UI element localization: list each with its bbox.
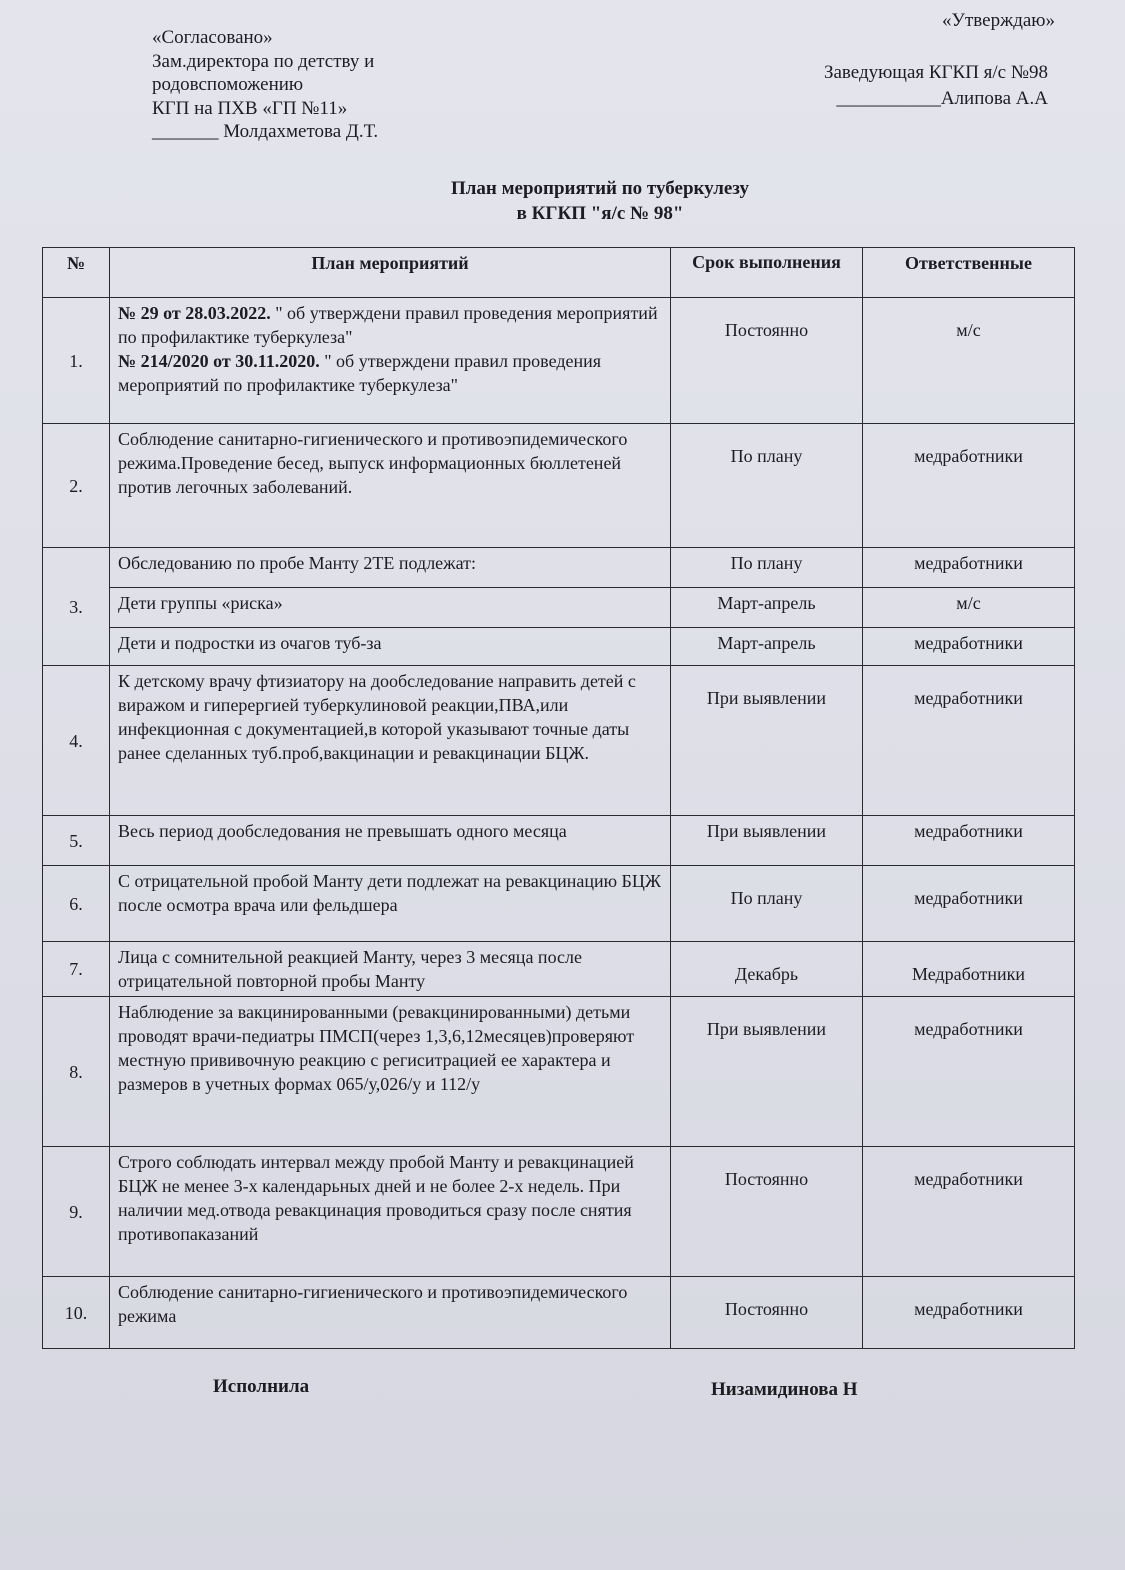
row-plan: С отрицательной пробой Манту дети подлежат на ревакцинацию БЦЖ после осмотра врача или фельдшера (110, 866, 671, 942)
row-number: 4. (43, 666, 110, 816)
row-number: 3. (43, 548, 110, 666)
row-term: Март-апрель (671, 628, 863, 666)
row-term: По плану (671, 866, 863, 942)
row-plan: Строго соблюдать интервал между пробой Манту и ревакцинацией БЦЖ не менее 3-х календарьных дней и не более 2-х недель. При наличии мед.отвода ревакцинация проводиться сразу после снятия противопаказаний (110, 1147, 671, 1277)
row-plan: К детскому врачу фтизиатору на дообследование направить детей с виражом и гиперергией туберкулиновой реакции,ПВА,или инфекционная с документацией,в которой указывают точные даты ранее сделанных туб.проб,вакцинации и ревакцинации БЦЖ. (110, 666, 671, 816)
row-term: По плану (671, 548, 863, 588)
row-number: 6. (43, 866, 110, 942)
row-responsible: медработники (863, 666, 1075, 816)
row-term: Постоянно (671, 298, 863, 424)
row-responsible: м/с (863, 298, 1075, 424)
title-line-1: План мероприятий по туберкулезу (450, 178, 750, 199)
table-row (43, 298, 1075, 424)
agreed-position: Зам.директора по детству и (152, 50, 375, 72)
document-title (0, 176, 1125, 226)
row-responsible: медработники (863, 424, 1075, 548)
table-subrow (43, 628, 1075, 666)
title-line-2: в КГКП "я/с № 98" (516, 203, 684, 224)
row-number: 8. (43, 997, 110, 1147)
executor-name: Низамидинова Н (711, 1379, 858, 1400)
order-number: № 29 от 28.03.2022. (118, 303, 271, 323)
header-plan: План мероприятий (110, 248, 671, 298)
agreed-heading: «Согласовано» (152, 27, 273, 48)
row-plan: Обследованию по пробе Манту 2ТЕ подлежат: (110, 548, 671, 588)
row-term: Декабрь (671, 942, 863, 997)
agreed-organization: КГП на ПХВ «ГП №11» (152, 97, 348, 119)
table-row (43, 997, 1075, 1147)
order-title: " об утверждени правил проведения мероприятий по профилактике туберкулеза" (118, 351, 602, 395)
table-row (43, 866, 1075, 942)
table-row (43, 666, 1075, 816)
executed-label: Исполнила (213, 1376, 310, 1397)
row-plan: Весь период дообследования не превышать одного месяца (110, 816, 671, 866)
plan-table (42, 247, 1075, 1349)
row-responsible: медработники (863, 548, 1075, 588)
row-number: 10. (43, 1277, 110, 1349)
row-term: Постоянно (671, 1277, 863, 1349)
table-row (43, 1277, 1075, 1349)
table-row (43, 816, 1075, 866)
row-responsible: Медработники (863, 942, 1075, 997)
header-number: № (43, 248, 110, 298)
table-row (43, 942, 1075, 997)
row-plan: Дети группы «риска» (110, 588, 671, 628)
approve-heading: «Утверждаю» (942, 10, 1055, 31)
row-number: 7. (43, 942, 110, 997)
header-term: Срок выполнения (671, 248, 863, 298)
row-plan (110, 298, 671, 424)
table-subrow (43, 588, 1075, 628)
row-number: 5. (43, 816, 110, 866)
row-responsible: медработники (863, 816, 1075, 866)
agreed-position-cont: родовспоможению (152, 74, 304, 95)
table-row (43, 548, 1075, 588)
row-responsible: медработники (863, 1277, 1075, 1349)
row-term: При выявлении (671, 997, 863, 1147)
order-number: № 214/2020 от 30.11.2020. (118, 351, 320, 371)
approve-signature: ___________Алипова А.А (836, 88, 1048, 109)
row-term: При выявлении (671, 816, 863, 866)
row-responsible: медработники (863, 997, 1075, 1147)
table-row (43, 1147, 1075, 1277)
row-responsible: медработники (863, 866, 1075, 942)
approval-block-agreed (152, 26, 452, 144)
row-term: При выявлении (671, 666, 863, 816)
row-plan: Соблюдение санитарно-гигиенического и противоэпидемического режима.Проведение бесед, выпуск информационных бюллетеней против легочных заболеваний. (110, 424, 671, 548)
row-plan: Дети и подростки из очагов туб-за (110, 628, 671, 666)
order-title: " об утверждени правил проведения мероприятий по профилактике туберкулеза" (118, 303, 658, 347)
row-term: По плану (671, 424, 863, 548)
row-plan: Лица с сомнительной реакцией Манту, через 3 месяца после отрицательной повторной пробы Манту (110, 942, 671, 997)
row-number: 2. (43, 424, 110, 548)
header-responsible: Ответственные (863, 248, 1075, 298)
table-header-row (43, 248, 1075, 298)
row-plan: Наблюдение за вакцинированными (ревакцинированными) детьми проводят врачи-педиатры ПМСП(через 1,3,6,12месяцев)проверяют местную прививочную реакцию с региситрацией ее характера и размеров в учетных формах 065/у,026/у и 112/у (110, 997, 671, 1147)
row-plan: Соблюдение санитарно-гигиенического и противоэпидемического режима (110, 1277, 671, 1349)
row-number: 9. (43, 1147, 110, 1277)
row-responsible: медработники (863, 628, 1075, 666)
agreed-signature: _______ Молдахметова Д.Т. (152, 121, 379, 142)
row-number: 1. (43, 298, 110, 424)
table-row (43, 424, 1075, 548)
row-responsible: м/с (863, 588, 1075, 628)
row-term: Март-апрель (671, 588, 863, 628)
approve-position: Заведующая КГКП я/с №98 (823, 62, 1048, 83)
row-responsible: медработники (863, 1147, 1075, 1277)
row-term: Постоянно (671, 1147, 863, 1277)
